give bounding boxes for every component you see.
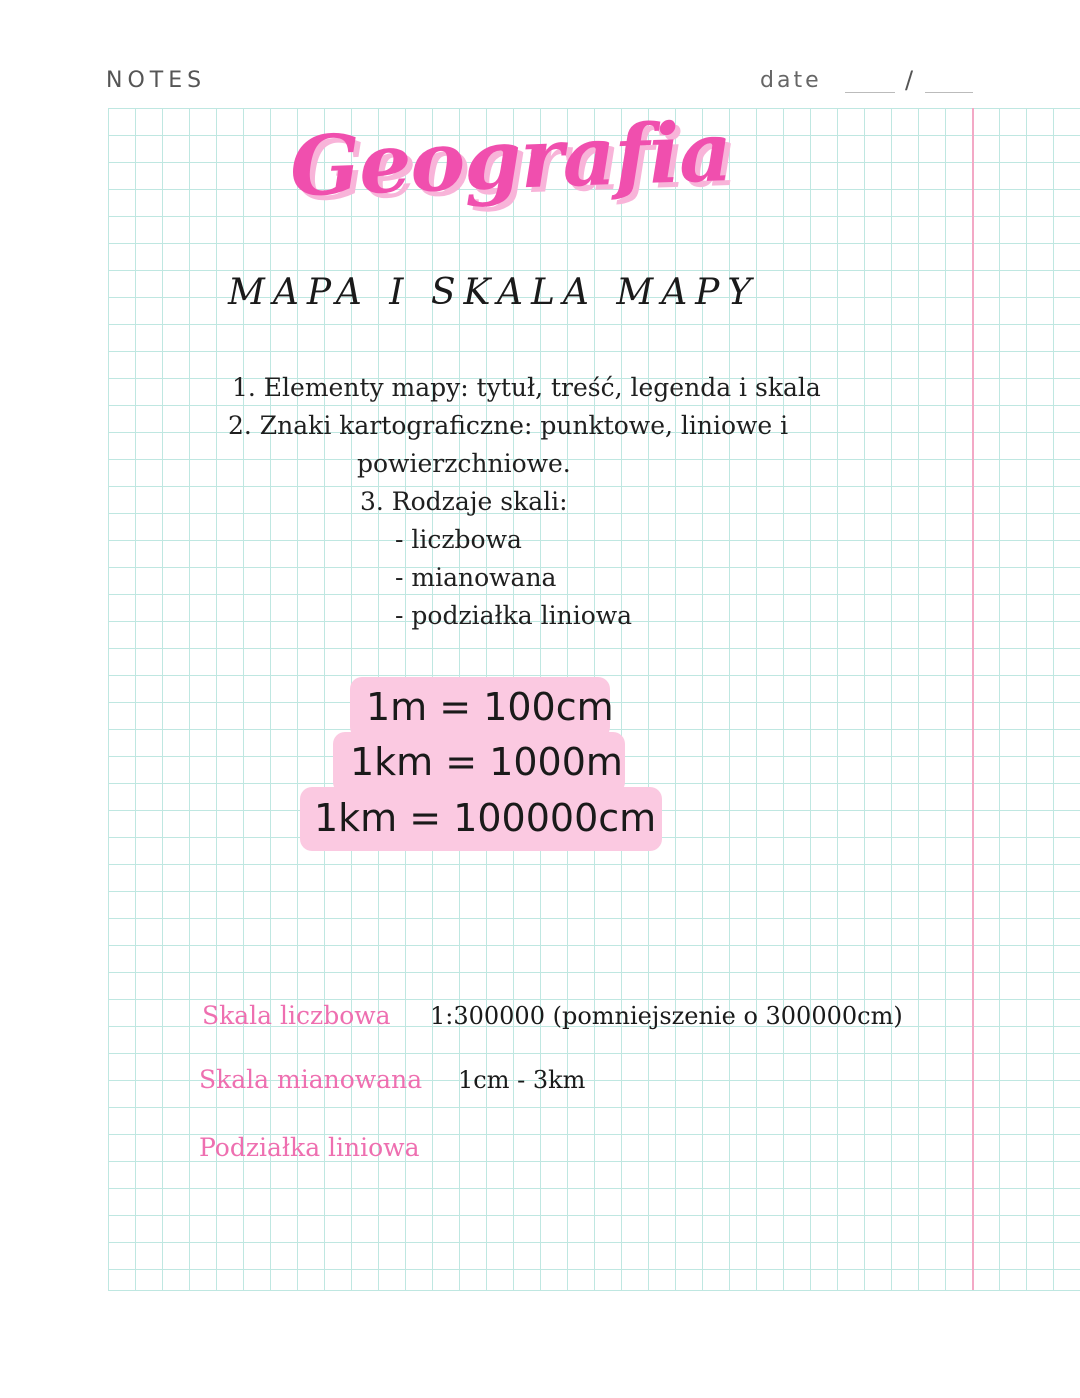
conversion-m-cm: 1m = 100cm <box>366 685 614 729</box>
sub-item-mianowana: - mianowana <box>395 563 557 592</box>
sub-item-liczbowa: - liczbowa <box>395 525 522 554</box>
margin-line <box>972 108 974 1290</box>
scale-linear-label: Podziałka liniowa <box>199 1133 420 1162</box>
date-month-line <box>925 92 973 93</box>
topic-heading: MAPA I SKALA MAPY <box>228 272 760 313</box>
conversion-km-m: 1km = 1000m <box>350 740 623 784</box>
list-item-1: 1. Elementy mapy: tytuł, treść, legenda i skala <box>232 373 821 402</box>
list-item-3: 3. Rodzaje skali: <box>360 487 568 516</box>
list-item-2: 2. Znaki kartograficzne: punktowe, liniowe i <box>228 411 789 440</box>
date-separator: / <box>905 66 914 94</box>
date-label: date <box>760 68 822 93</box>
notes-header: NOTES <box>106 68 207 93</box>
sub-item-podzialka: - podziałka liniowa <box>395 601 633 630</box>
scale-named-label: Skala mianowana <box>199 1065 423 1094</box>
conversion-km-cm: 1km = 100000cm <box>314 796 657 840</box>
page-title: Geografia <box>288 103 733 216</box>
scale-named-value: 1cm - 3km <box>458 1066 586 1094</box>
scale-numeric-label: Skala liczbowa <box>202 1001 391 1030</box>
date-day-line <box>845 92 895 93</box>
scale-numeric-value: 1:300000 (pomniejszenie o 300000cm) <box>430 1002 903 1030</box>
list-item-2-continuation: powierzchniowe. <box>357 449 571 478</box>
